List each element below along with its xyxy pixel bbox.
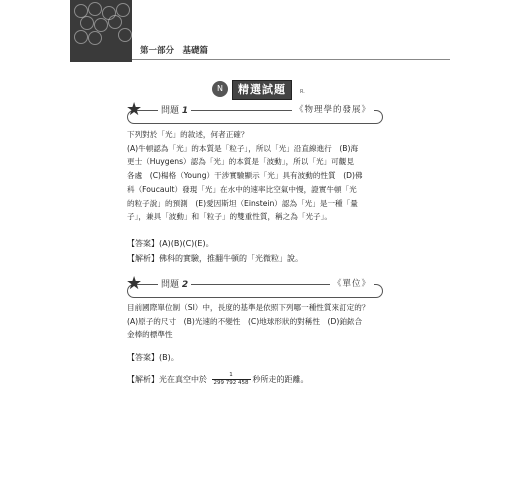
question-2-text [127,301,389,342]
answer-label: 【答案】 [127,353,159,362]
question-line: 子」，兼具「波動」和「粒子」的雙重性質，稱之為「光子」。 [127,212,333,222]
explain-label: 【解析】 [127,375,159,384]
section-title: 精選試題 [232,80,292,100]
explain-text: 佛科的實驗，推翻牛頓的「光微粒」說。 [159,254,303,263]
section-small-note: R. [300,89,305,95]
question-1-label: 問題 1 [158,103,191,116]
header-pattern-block [70,0,132,62]
question-line: 金棒的標準性 [127,330,173,340]
explain-text-pre: 光在真空中於 [159,375,207,384]
question-1-topic: 《物理學的發展》 [292,103,374,115]
explain-label: 【解析】 [127,254,159,263]
question-2-topic: 《單位》 [330,277,374,289]
header-rule [132,59,450,60]
question-line: 的粒子說」的預測 (E)愛因斯坦（Einstein）認為「光」是一種「量 [127,198,358,208]
answer-value: (A)(B)(C)(E)。 [159,239,214,248]
question-2-explanation [127,372,309,387]
question-2-header-box [126,273,383,298]
section-mark-icon: N [212,81,228,97]
explain-text-post: 秒所走的距離。 [252,375,309,384]
question-line: 下列對於「光」的敘述，何者正確？ [127,130,249,139]
hexagon-decoration [88,31,102,45]
question-line: 科（Foucault）發現「光」在水中的速率比空氣中慢，證實牛頓「光 [127,184,357,194]
hexagon-decoration [108,15,122,29]
question-badge [126,273,152,295]
question-1-header-box [126,99,383,124]
question-1-text [127,128,389,224]
hexagon-decoration [94,18,108,32]
hexagon-decoration [88,2,102,16]
star-icon: ★ [126,273,143,294]
question-badge [126,99,152,121]
question-1-explanation [127,253,303,264]
fraction-denominator: 299 792 458 [213,380,249,386]
question-line: (A)牛頓認為「光」的本質是「粒子」，所以「光」沿直線進行 (B)海 [127,143,359,153]
answer-value: (B)。 [159,353,179,362]
question-line: 各處 (C)楊格（Young）干涉實驗顯示「光」具有波動的性質 (D)佛 [127,171,363,181]
part-title: 第一部分 基礎篇 [140,46,209,56]
hexagon-decoration [74,30,88,44]
answer-label: 【答案】 [127,239,159,248]
fraction-numerator: 1 [212,372,251,380]
question-1-answer [127,238,214,249]
star-icon: ★ [126,99,143,120]
question-line: (A)原子的尺寸 (B)光速的不變性 (C)地球形狀的對稱性 (D)鉑銥合 [127,316,363,326]
hexagon-decoration [118,28,132,42]
hexagon-decoration [80,16,94,30]
fraction [212,372,251,387]
question-2-answer [127,352,179,363]
question-2-label: 問題 2 [158,277,191,290]
question-line: 目前國際單位制（SI）中，長度的基準是依照下列哪一種性質來訂定的？ [127,303,370,312]
question-line: 更士（Huygens）認為「光」的本質是「波動」，所以「光」可觀見 [127,157,354,167]
